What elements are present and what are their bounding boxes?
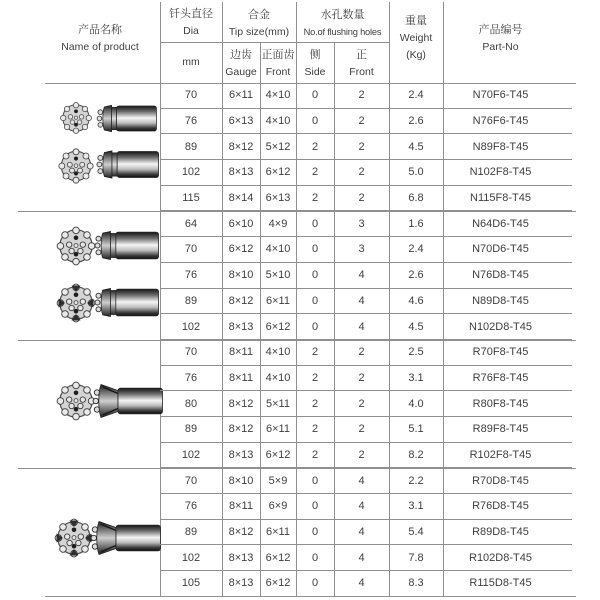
drill-bit-side-image xyxy=(96,149,160,180)
cell-front-holes: 2 xyxy=(358,192,365,205)
cell-side-holes: 0 xyxy=(311,269,319,282)
cell-gauge-tip: 8×12 xyxy=(228,397,254,410)
cell-dia: 102 xyxy=(181,166,201,179)
cell-front-tip: 5×12 xyxy=(265,140,291,153)
cell-dia: 80 xyxy=(184,397,198,410)
column-header-gauge xyxy=(222,47,260,81)
table-row xyxy=(160,545,572,571)
cell-front-holes: 2 xyxy=(358,346,365,359)
cell-gauge-tip: 8×13 xyxy=(228,320,254,333)
cell-gauge-tip: 8×13 xyxy=(228,577,254,590)
cell-part-no: R115D8-T45 xyxy=(469,577,532,590)
cell-side-holes: 2 xyxy=(311,397,319,410)
cell-side-holes: 2 xyxy=(311,166,319,179)
cell-gauge-tip: 8×13 xyxy=(228,551,254,564)
cell-part-no: N70F6-T45 xyxy=(472,89,529,102)
cell-weight: 3.1 xyxy=(408,371,424,384)
column-header-front-hole xyxy=(334,47,389,81)
header-part-en: Part-No xyxy=(482,41,519,53)
cell-part-no: N76F6-T45 xyxy=(472,115,529,128)
cell-front-tip: 4×10 xyxy=(265,371,291,384)
cell-weight: 2.6 xyxy=(408,269,424,282)
table-row xyxy=(160,186,572,212)
cell-weight: 6.8 xyxy=(408,192,424,205)
header-holes-en: No.of flushing holes xyxy=(303,27,382,37)
cell-side-holes: 2 xyxy=(311,448,319,461)
cell-part-no: R70F8-T45 xyxy=(472,346,529,359)
cell-front-tip: 6×11 xyxy=(266,294,290,307)
header-front-hole-en: Front xyxy=(349,66,374,78)
cell-front-holes: 4 xyxy=(358,269,365,282)
cell-dia: 89 xyxy=(184,526,198,539)
cell-front-tip: 4×10 xyxy=(265,346,291,359)
cell-side-holes: 0 xyxy=(311,243,319,256)
table-row xyxy=(160,417,572,443)
cell-dia: 89 xyxy=(184,423,198,436)
table-row xyxy=(160,314,572,340)
cell-part-no: R89D8-T45 xyxy=(472,526,529,539)
cell-front-tip: 4×10 xyxy=(265,243,291,256)
cell-weight: 4.6 xyxy=(408,294,424,307)
cell-weight: 1.6 xyxy=(408,217,424,230)
table-row xyxy=(160,211,572,237)
header-part-zh: 产品编号 xyxy=(478,24,523,36)
cell-part-no: R89F8-T45 xyxy=(472,423,529,436)
column-header-part-no xyxy=(443,22,558,56)
header-tip-zh: 合金 xyxy=(248,9,270,21)
cell-front-holes: 2 xyxy=(358,166,365,179)
table-row xyxy=(160,391,572,417)
header-front-tip-en: Front xyxy=(265,66,291,78)
cell-side-holes: 0 xyxy=(311,526,319,539)
cell-front-holes: 2 xyxy=(358,89,365,102)
cell-part-no: R76F8-T45 xyxy=(472,371,529,384)
table-row xyxy=(160,134,572,160)
cell-part-no: R102D8-T45 xyxy=(469,551,532,564)
cell-dia: 64 xyxy=(184,217,198,230)
cell-part-no: R76D8-T45 xyxy=(472,500,529,513)
cell-front-tip: 4×10 xyxy=(265,89,291,102)
drill-bit-side-image xyxy=(90,518,162,558)
cell-dia: 70 xyxy=(184,346,198,359)
cell-side-holes: 0 xyxy=(311,115,319,128)
column-header-side xyxy=(296,47,334,81)
cell-weight: 3.1 xyxy=(408,500,424,513)
cell-part-no: R80F8-T45 xyxy=(472,397,529,410)
cell-front-tip: 6×12 xyxy=(265,577,291,590)
cell-dia: 76 xyxy=(184,115,198,128)
drill-bit-face-image xyxy=(54,281,98,325)
cell-gauge-tip: 6×12 xyxy=(228,243,254,256)
drill-bit-face-image xyxy=(56,146,96,186)
table-row xyxy=(160,237,572,263)
cell-front-tip: 5×11 xyxy=(266,397,290,410)
header-front-hole-zh: 正 xyxy=(356,49,367,61)
table-row xyxy=(160,340,572,366)
drill-bit-side-image xyxy=(96,104,158,133)
header-holes-zh: 水孔数量 xyxy=(320,9,365,21)
cell-front-tip: 6×11 xyxy=(266,526,290,539)
header-side-en: Side xyxy=(304,66,326,78)
cell-side-holes: 0 xyxy=(311,474,319,487)
cell-weight: 4.5 xyxy=(408,140,424,153)
column-header-dia xyxy=(160,6,222,40)
table-row xyxy=(160,289,572,315)
cell-gauge-tip: 8×11 xyxy=(229,346,253,359)
table-row xyxy=(160,160,572,186)
cell-side-holes: 0 xyxy=(311,551,319,564)
cell-dia: 76 xyxy=(184,371,198,384)
cell-front-holes: 4 xyxy=(358,320,365,333)
table-row xyxy=(160,443,572,469)
cell-side-holes: 2 xyxy=(311,423,319,436)
cell-weight: 5.0 xyxy=(408,166,424,179)
cell-front-tip: 6×12 xyxy=(265,166,291,179)
drill-bit-face-image xyxy=(58,100,94,136)
cell-part-no: R70D8-T45 xyxy=(472,474,529,487)
cell-weight: 8.2 xyxy=(408,448,424,461)
header-dia-en: Dia xyxy=(183,25,199,37)
grid-line xyxy=(160,42,389,43)
cell-gauge-tip: 8×13 xyxy=(228,166,254,179)
cell-dia: 70 xyxy=(184,474,198,487)
cell-gauge-tip: 8×10 xyxy=(228,474,254,487)
cell-front-tip: 5×10 xyxy=(265,269,291,282)
cell-front-holes: 4 xyxy=(358,551,365,564)
column-header-product xyxy=(20,22,180,56)
table-row xyxy=(160,83,572,109)
cell-part-no: N102D8-T45 xyxy=(469,320,532,333)
table-row xyxy=(160,468,572,494)
cell-front-tip: 6×12 xyxy=(265,551,291,564)
cell-front-tip: 6×13 xyxy=(265,192,291,205)
cell-part-no: N64D6-T45 xyxy=(472,217,529,230)
table-row xyxy=(160,109,572,135)
cell-front-holes: 4 xyxy=(358,500,365,513)
cell-part-no: N102F8-T45 xyxy=(469,166,532,179)
cell-front-tip: 6×11 xyxy=(266,423,290,436)
cell-gauge-tip: 6×13 xyxy=(228,115,254,128)
cell-front-tip: 4×10 xyxy=(265,115,291,128)
cell-front-holes: 2 xyxy=(358,423,365,436)
spec-table-body xyxy=(160,83,572,597)
cell-weight: 2.4 xyxy=(408,89,424,102)
header-front-tip-zh: 正面齿 xyxy=(261,49,295,61)
cell-side-holes: 0 xyxy=(311,320,319,333)
cell-dia: 105 xyxy=(181,577,201,590)
table-row xyxy=(160,263,572,289)
header-weight-zh: 重量 xyxy=(405,15,427,27)
cell-front-holes: 2 xyxy=(358,115,365,128)
header-dia-unit: mm xyxy=(182,56,200,68)
column-header-weight xyxy=(389,13,443,64)
header-side-zh: 侧 xyxy=(309,49,321,61)
cell-gauge-tip: 8×12 xyxy=(228,526,254,539)
header-gauge-en: Gauge xyxy=(225,66,257,78)
cell-weight: 2.4 xyxy=(408,243,424,256)
cell-front-tip: 5×9 xyxy=(268,474,288,487)
cell-dia: 89 xyxy=(184,294,198,307)
header-gauge-zh: 边齿 xyxy=(230,49,252,61)
cell-front-holes: 4 xyxy=(358,474,365,487)
drill-bit-side-image xyxy=(94,286,160,319)
cell-weight: 4.0 xyxy=(408,397,424,410)
column-header-dia-unit xyxy=(160,54,222,71)
cell-side-holes: 2 xyxy=(311,140,319,153)
cell-gauge-tip: 8×12 xyxy=(228,423,254,436)
cell-weight: 5.4 xyxy=(408,526,424,539)
cell-dia: 76 xyxy=(184,269,198,282)
table-row xyxy=(160,366,572,392)
cell-part-no: N89F8-T45 xyxy=(472,140,529,153)
column-header-front-tip xyxy=(260,47,296,81)
cell-weight: 2.2 xyxy=(408,474,424,487)
drill-bit-side-image xyxy=(94,229,160,262)
cell-gauge-tip: 6×11 xyxy=(229,89,253,102)
cell-gauge-tip: 8×11 xyxy=(229,500,253,513)
cell-side-holes: 0 xyxy=(311,294,319,307)
cell-front-tip: 6×12 xyxy=(265,448,291,461)
cell-gauge-tip: 8×11 xyxy=(229,371,253,384)
cell-front-holes: 4 xyxy=(358,294,365,307)
header-tip-en: Tip size(mm) xyxy=(228,26,290,38)
cell-front-holes: 3 xyxy=(358,243,365,256)
cell-weight: 5.1 xyxy=(408,423,424,436)
cell-side-holes: 2 xyxy=(311,346,319,359)
cell-part-no: R102F8-T45 xyxy=(469,448,532,461)
cell-side-holes: 2 xyxy=(311,192,319,205)
drill-bit-side-image xyxy=(92,381,164,421)
cell-front-holes: 2 xyxy=(358,397,365,410)
cell-weight: 7.8 xyxy=(408,551,424,564)
cell-side-holes: 0 xyxy=(311,577,319,590)
cell-gauge-tip: 8×14 xyxy=(228,192,254,205)
header-product-en: Name of product xyxy=(61,41,139,53)
cell-front-tip: 4×9 xyxy=(268,217,288,230)
cell-weight: 4.5 xyxy=(408,320,424,333)
header-weight-en: Weight xyxy=(399,32,433,44)
cell-gauge-tip: 8×12 xyxy=(228,140,254,153)
table-row xyxy=(160,520,572,546)
header-weight-unit: (Kg) xyxy=(406,49,426,61)
cell-side-holes: 0 xyxy=(311,89,319,102)
cell-gauge-tip: 8×13 xyxy=(228,448,254,461)
cell-front-holes: 4 xyxy=(358,577,365,590)
column-header-flushing-holes xyxy=(296,7,389,41)
cell-dia: 70 xyxy=(184,89,198,102)
cell-gauge-tip: 6×10 xyxy=(228,217,254,230)
cell-front-holes: 2 xyxy=(358,448,365,461)
cell-dia: 70 xyxy=(184,243,198,256)
cell-front-holes: 2 xyxy=(358,371,365,384)
header-dia-zh: 钎头直径 xyxy=(169,8,213,20)
cell-dia: 102 xyxy=(181,448,201,461)
cell-part-no: N89D8-T45 xyxy=(472,294,529,307)
cell-part-no: N70D6-T45 xyxy=(472,243,529,256)
cell-side-holes: 0 xyxy=(311,500,319,513)
cell-side-holes: 2 xyxy=(311,371,319,384)
cell-front-tip: 6×12 xyxy=(265,320,291,333)
table-row xyxy=(160,571,572,597)
cell-dia: 102 xyxy=(181,320,201,333)
cell-front-tip: 6×9 xyxy=(268,500,288,513)
cell-weight: 2.5 xyxy=(408,346,424,359)
cell-front-holes: 3 xyxy=(358,217,365,230)
cell-gauge-tip: 8×12 xyxy=(228,294,254,307)
cell-part-no: N76D8-T45 xyxy=(472,269,529,282)
cell-dia: 102 xyxy=(181,551,201,564)
cell-front-holes: 2 xyxy=(358,140,365,153)
drill-bit-face-image xyxy=(54,224,98,268)
cell-dia: 76 xyxy=(184,500,198,513)
cell-weight: 2.6 xyxy=(408,115,424,128)
cell-gauge-tip: 8×10 xyxy=(228,269,254,282)
cell-dia: 115 xyxy=(182,192,200,205)
cell-dia: 89 xyxy=(184,140,198,153)
cell-side-holes: 0 xyxy=(311,217,319,230)
cell-part-no: N115F8-T45 xyxy=(470,192,531,205)
cell-weight: 8.3 xyxy=(408,577,424,590)
cell-front-holes: 4 xyxy=(358,526,365,539)
table-row xyxy=(160,494,572,520)
column-header-tip-size xyxy=(222,7,296,41)
header-product-zh: 产品名称 xyxy=(78,24,122,36)
